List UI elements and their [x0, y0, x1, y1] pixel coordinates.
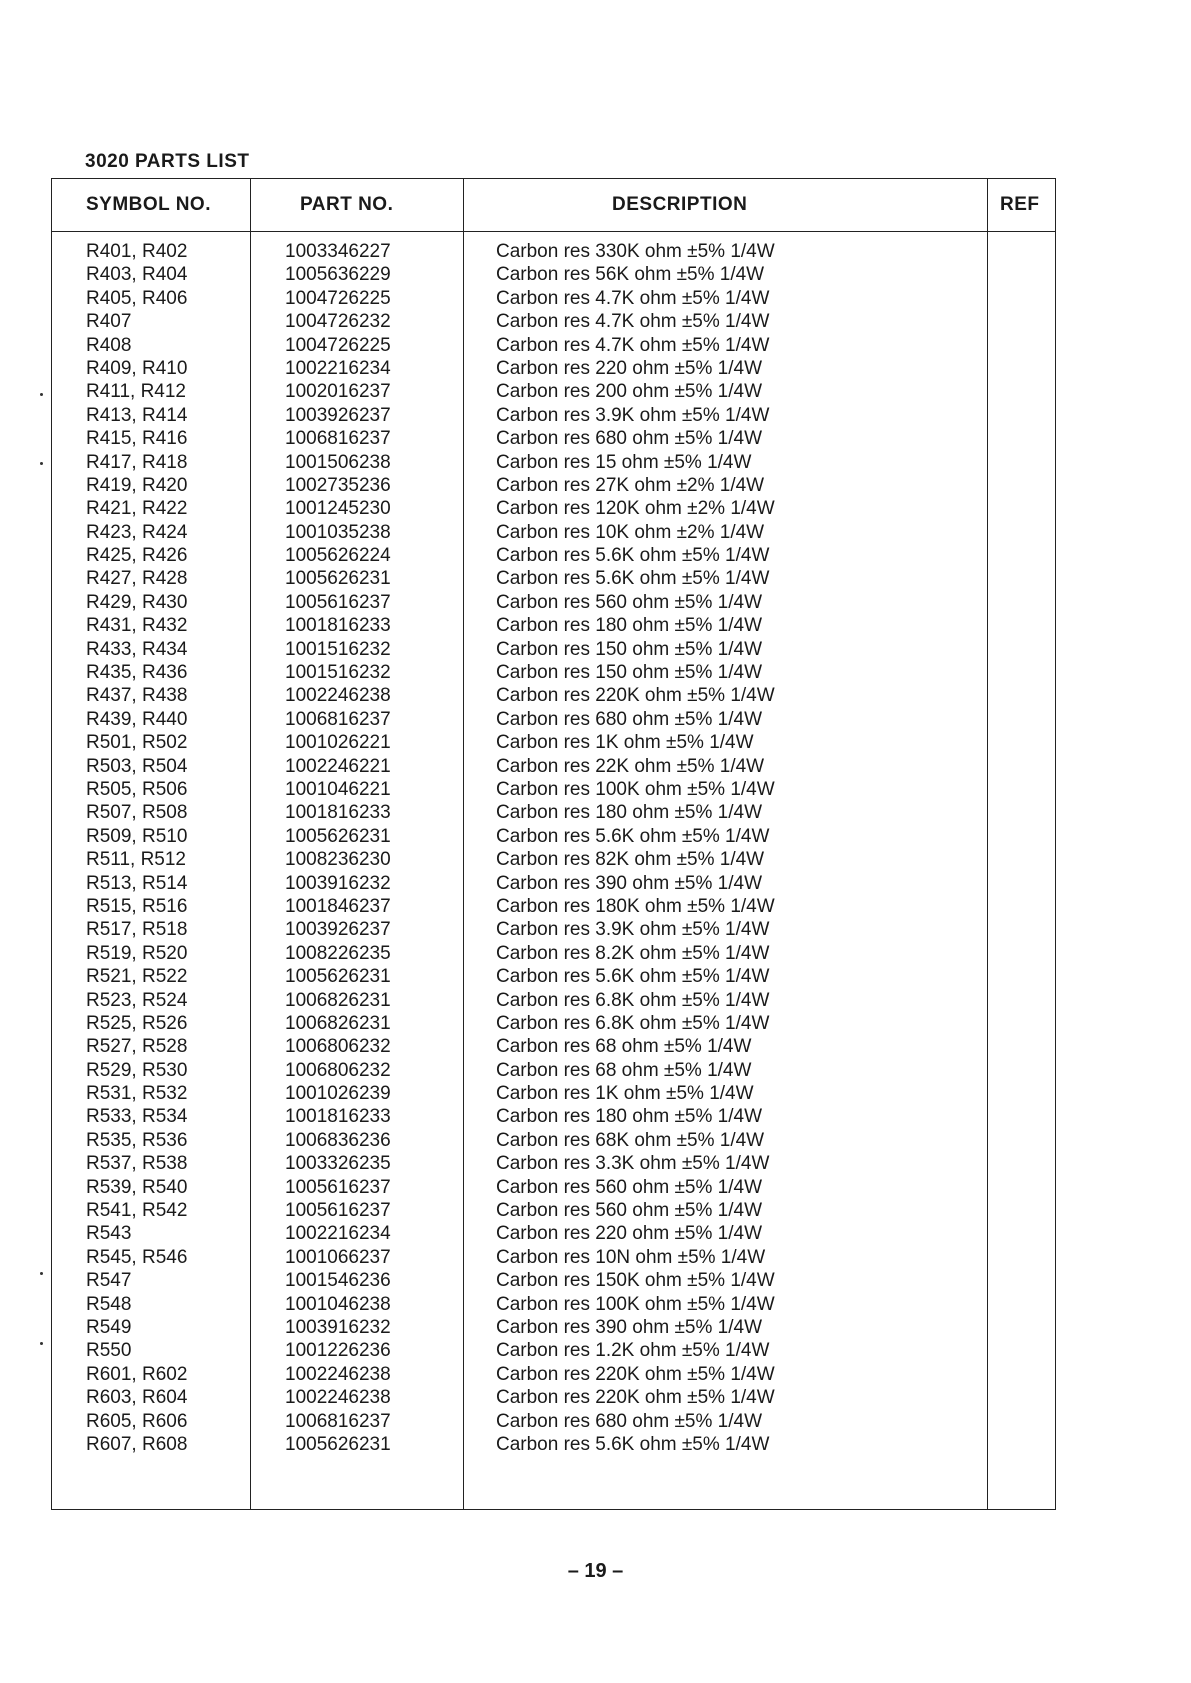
table-row [52, 661, 1055, 684]
description-cell: Carbon res 560 ohm ±5% 1/4W [496, 591, 762, 613]
description-cell: Carbon res 27K ohm ±2% 1/4W [496, 474, 765, 496]
description-cell: Carbon res 560 ohm ±5% 1/4W [496, 1176, 762, 1198]
table-row [52, 801, 1055, 824]
description-cell: Carbon res 220K ohm ±5% 1/4W [496, 1363, 775, 1385]
description-cell: Carbon res 5.6K ohm ±5% 1/4W [496, 966, 770, 988]
description-cell: Carbon res 180K ohm ±5% 1/4W [496, 895, 775, 917]
table-row [52, 1059, 1055, 1082]
table-row [52, 1105, 1055, 1128]
table-row [52, 521, 1055, 544]
part-number-cell: 1006806232 [285, 1036, 391, 1058]
description-cell: Carbon res 6.8K ohm ±5% 1/4W [496, 1012, 770, 1034]
part-number-cell: 1006826231 [285, 1012, 391, 1034]
part-number-cell: 1001816233 [285, 1106, 391, 1128]
table-row [52, 965, 1055, 988]
part-number-cell: 1001226236 [285, 1340, 391, 1362]
symbol-cell: R433, R434 [86, 638, 188, 660]
symbol-cell: R550 [86, 1340, 132, 1362]
table-row [52, 614, 1055, 637]
description-cell: Carbon res 180 ohm ±5% 1/4W [496, 802, 762, 824]
part-number-cell: 1001026221 [285, 732, 391, 754]
symbol-cell: R411, R412 [86, 381, 186, 403]
part-number-cell: 1003326235 [285, 1153, 391, 1175]
description-cell: Carbon res 180 ohm ±5% 1/4W [496, 615, 762, 637]
part-number-cell: 1005616237 [285, 1176, 391, 1198]
part-number-cell: 1006816237 [285, 1410, 391, 1432]
header-part: PART NO. [300, 194, 394, 215]
table-row [52, 474, 1055, 497]
margin-mark [40, 393, 43, 396]
description-cell: Carbon res 82K ohm ±5% 1/4W [496, 849, 765, 871]
description-cell: Carbon res 680 ohm ±5% 1/4W [496, 1410, 762, 1432]
table-row [52, 497, 1055, 520]
part-number-cell: 1004726232 [285, 311, 391, 333]
part-number-cell: 1005626231 [285, 1433, 391, 1455]
table-row [52, 895, 1055, 918]
symbol-cell: R507, R508 [86, 802, 188, 824]
part-number-cell: 1008226235 [285, 942, 391, 964]
symbol-cell: R537, R538 [86, 1153, 188, 1175]
symbol-cell: R505, R506 [86, 778, 188, 800]
table-row [52, 1386, 1055, 1409]
part-number-cell: 1001546236 [285, 1270, 391, 1292]
part-number-cell: 1002016237 [285, 381, 391, 403]
table-row [52, 404, 1055, 427]
part-number-cell: 1001035238 [285, 521, 391, 543]
description-cell: Carbon res 5.6K ohm ±5% 1/4W [496, 825, 770, 847]
part-number-cell: 1005626231 [285, 568, 391, 590]
table-row [52, 708, 1055, 731]
part-number-cell: 1002246238 [285, 685, 391, 707]
table-row [52, 1152, 1055, 1175]
description-cell: Carbon res 150 ohm ±5% 1/4W [496, 638, 762, 660]
description-cell: Carbon res 8.2K ohm ±5% 1/4W [496, 942, 770, 964]
part-number-cell: 1006816237 [285, 428, 391, 450]
part-number-cell: 1008236230 [285, 849, 391, 871]
table-row [52, 544, 1055, 567]
part-number-cell: 1005626231 [285, 825, 391, 847]
symbol-cell: R413, R414 [86, 404, 188, 426]
description-cell: Carbon res 390 ohm ±5% 1/4W [496, 872, 762, 894]
description-cell: Carbon res 1K ohm ±5% 1/4W [496, 732, 754, 754]
description-cell: Carbon res 5.6K ohm ±5% 1/4W [496, 1433, 770, 1455]
description-cell: Carbon res 1.2K ohm ±5% 1/4W [496, 1340, 770, 1362]
symbol-cell: R539, R540 [86, 1176, 188, 1198]
symbol-cell: R429, R430 [86, 591, 188, 613]
symbol-cell: R601, R602 [86, 1363, 188, 1385]
part-number-cell: 1006806232 [285, 1059, 391, 1081]
part-number-cell: 1003926237 [285, 919, 391, 941]
symbol-cell: R407 [86, 311, 132, 333]
part-number-cell: 1001816233 [285, 615, 391, 637]
table-row [52, 591, 1055, 614]
part-number-cell: 1005616237 [285, 1200, 391, 1222]
table-row [52, 1293, 1055, 1316]
table-row [52, 427, 1055, 450]
table-row [52, 848, 1055, 871]
symbol-cell: R417, R418 [86, 451, 188, 473]
symbol-cell: R439, R440 [86, 708, 188, 730]
header-description: DESCRIPTION [612, 194, 748, 215]
part-number-cell: 1006816237 [285, 708, 391, 730]
symbol-cell: R548 [86, 1293, 132, 1315]
description-cell: Carbon res 120K ohm ±2% 1/4W [496, 498, 775, 520]
table-row [52, 778, 1055, 801]
description-cell: Carbon res 3.9K ohm ±5% 1/4W [496, 404, 770, 426]
table-row [52, 942, 1055, 965]
table-row [52, 1082, 1055, 1105]
part-number-cell: 1002735236 [285, 474, 391, 496]
description-cell: Carbon res 100K ohm ±5% 1/4W [496, 778, 775, 800]
description-cell: Carbon res 560 ohm ±5% 1/4W [496, 1200, 762, 1222]
header-ref: REF [1000, 194, 1040, 215]
table-row [52, 1012, 1055, 1035]
part-number-cell: 1005636229 [285, 264, 391, 286]
description-cell: Carbon res 3.3K ohm ±5% 1/4W [496, 1153, 770, 1175]
part-number-cell: 1005626231 [285, 966, 391, 988]
part-number-cell: 1001066237 [285, 1246, 391, 1268]
description-cell: Carbon res 10N ohm ±5% 1/4W [496, 1246, 766, 1268]
description-cell: Carbon res 15 ohm ±5% 1/4W [496, 451, 752, 473]
description-cell: Carbon res 6.8K ohm ±5% 1/4W [496, 989, 770, 1011]
symbol-cell: R543 [86, 1223, 132, 1245]
symbol-cell: R408 [86, 334, 132, 356]
header-symbol: SYMBOL NO. [86, 194, 211, 215]
part-number-cell: 1001046221 [285, 778, 391, 800]
symbol-cell: R435, R436 [86, 662, 188, 684]
part-number-cell: 1001846237 [285, 895, 391, 917]
table-row [52, 1339, 1055, 1362]
table-row [52, 310, 1055, 333]
part-number-cell: 1002246238 [285, 1363, 391, 1385]
part-number-cell: 1003346227 [285, 241, 391, 262]
description-cell: Carbon res 4.7K ohm ±5% 1/4W [496, 334, 770, 356]
table-row [52, 1433, 1055, 1456]
symbol-cell: R403, R404 [86, 264, 188, 286]
description-cell: Carbon res 330K ohm ±5% 1/4W [496, 241, 775, 262]
description-cell: Carbon res 10K ohm ±2% 1/4W [496, 521, 765, 543]
part-number-cell: 1006836236 [285, 1129, 391, 1151]
symbol-cell: R401, R402 [86, 241, 188, 262]
table-row [52, 684, 1055, 707]
table-row [52, 731, 1055, 754]
table-row [52, 263, 1055, 286]
description-cell: Carbon res 200 ohm ±5% 1/4W [496, 381, 762, 403]
table-row [52, 825, 1055, 848]
symbol-cell: R501, R502 [86, 732, 188, 754]
part-number-cell: 1003916232 [285, 1316, 391, 1338]
symbol-cell: R605, R606 [86, 1410, 188, 1432]
table-row [52, 1363, 1055, 1386]
page-number: – 19 – [567, 1560, 624, 1582]
description-cell: Carbon res 5.6K ohm ±5% 1/4W [496, 545, 770, 567]
symbol-cell: R515, R516 [86, 895, 188, 917]
table-row [52, 638, 1055, 661]
table-row [52, 357, 1055, 380]
description-cell: Carbon res 1K ohm ±5% 1/4W [496, 1083, 754, 1105]
symbol-cell: R509, R510 [86, 825, 188, 847]
symbol-cell: R527, R528 [86, 1036, 188, 1058]
table-row [52, 1222, 1055, 1245]
part-number-cell: 1001516232 [285, 638, 391, 660]
margin-mark [40, 1342, 43, 1345]
part-number-cell: 1001506238 [285, 451, 391, 473]
part-number-cell: 1005626224 [285, 545, 391, 567]
table-row [52, 287, 1055, 310]
table-row [52, 989, 1055, 1012]
description-cell: Carbon res 150K ohm ±5% 1/4W [496, 1270, 775, 1292]
parts-table [51, 178, 1056, 1510]
part-number-cell: 1001245230 [285, 498, 391, 520]
page-title: 3020 PARTS LIST [85, 151, 250, 172]
symbol-cell: R517, R518 [86, 919, 188, 941]
symbol-cell: R409, R410 [86, 357, 188, 379]
table-row [52, 755, 1055, 778]
symbol-cell: R427, R428 [86, 568, 188, 590]
symbol-cell: R521, R522 [86, 966, 188, 988]
description-cell: Carbon res 150 ohm ±5% 1/4W [496, 662, 762, 684]
symbol-cell: R511, R512 [86, 849, 186, 871]
symbol-cell: R547 [86, 1270, 132, 1292]
symbol-cell: R529, R530 [86, 1059, 188, 1081]
symbol-cell: R421, R422 [86, 498, 188, 520]
description-cell: Carbon res 5.6K ohm ±5% 1/4W [496, 568, 770, 590]
header-divider [52, 231, 1055, 232]
part-number-cell: 1002216234 [285, 357, 391, 379]
symbol-cell: R541, R542 [86, 1200, 188, 1222]
symbol-cell: R607, R608 [86, 1433, 188, 1455]
symbol-cell: R405, R406 [86, 287, 188, 309]
description-cell: Carbon res 4.7K ohm ±5% 1/4W [496, 311, 770, 333]
description-cell: Carbon res 220K ohm ±5% 1/4W [496, 685, 775, 707]
symbol-cell: R431, R432 [86, 615, 188, 637]
symbol-cell: R423, R424 [86, 521, 188, 543]
description-cell: Carbon res 3.9K ohm ±5% 1/4W [496, 919, 770, 941]
symbol-cell: R523, R524 [86, 989, 188, 1011]
table-row [52, 240, 1055, 263]
description-cell: Carbon res 390 ohm ±5% 1/4W [496, 1316, 762, 1338]
table-row [52, 1246, 1055, 1269]
part-number-cell: 1001516232 [285, 662, 391, 684]
description-cell: Carbon res 180 ohm ±5% 1/4W [496, 1106, 762, 1128]
part-number-cell: 1001046238 [285, 1293, 391, 1315]
part-number-cell: 1003916232 [285, 872, 391, 894]
part-number-cell: 1004726225 [285, 287, 391, 309]
part-number-cell: 1003926237 [285, 404, 391, 426]
symbol-cell: R437, R438 [86, 685, 188, 707]
description-cell: Carbon res 100K ohm ±5% 1/4W [496, 1293, 775, 1315]
part-number-cell: 1001026239 [285, 1083, 391, 1105]
description-cell: Carbon res 68K ohm ±5% 1/4W [496, 1129, 765, 1151]
table-row [52, 1129, 1055, 1152]
symbol-cell: R519, R520 [86, 942, 188, 964]
symbol-cell: R531, R532 [86, 1083, 188, 1105]
table-row [52, 1176, 1055, 1199]
part-number-cell: 1001816233 [285, 802, 391, 824]
symbol-cell: R425, R426 [86, 545, 188, 567]
description-cell: Carbon res 22K ohm ±5% 1/4W [496, 755, 765, 777]
description-cell: Carbon res 220 ohm ±5% 1/4W [496, 357, 762, 379]
symbol-cell: R503, R504 [86, 755, 188, 777]
margin-mark [40, 462, 43, 465]
table-row [52, 1035, 1055, 1058]
part-number-cell: 1004726225 [285, 334, 391, 356]
table-row [52, 1199, 1055, 1222]
description-cell: Carbon res 4.7K ohm ±5% 1/4W [496, 287, 770, 309]
symbol-cell: R513, R514 [86, 872, 188, 894]
margin-mark [40, 1272, 43, 1275]
description-cell: Carbon res 56K ohm ±5% 1/4W [496, 264, 765, 286]
symbol-cell: R549 [86, 1316, 132, 1338]
table-row [52, 918, 1055, 941]
part-number-cell: 1002246221 [285, 755, 391, 777]
description-cell: Carbon res 680 ohm ±5% 1/4W [496, 708, 762, 730]
symbol-cell: R603, R604 [86, 1387, 188, 1409]
part-number-cell: 1002246238 [285, 1387, 391, 1409]
table-body [52, 240, 1055, 1456]
table-row [52, 1269, 1055, 1292]
symbol-cell: R415, R416 [86, 428, 188, 450]
part-number-cell: 1006826231 [285, 989, 391, 1011]
description-cell: Carbon res 220 ohm ±5% 1/4W [496, 1223, 762, 1245]
symbol-cell: R533, R534 [86, 1106, 188, 1128]
description-cell: Carbon res 220K ohm ±5% 1/4W [496, 1387, 775, 1409]
table-row [52, 380, 1055, 403]
symbol-cell: R525, R526 [86, 1012, 188, 1034]
table-row [52, 872, 1055, 895]
table-row [52, 451, 1055, 474]
symbol-cell: R419, R420 [86, 474, 188, 496]
symbol-cell: R545, R546 [86, 1246, 188, 1268]
symbol-cell: R535, R536 [86, 1129, 188, 1151]
part-number-cell: 1005616237 [285, 591, 391, 613]
description-cell: Carbon res 680 ohm ±5% 1/4W [496, 428, 762, 450]
description-cell: Carbon res 68 ohm ±5% 1/4W [496, 1036, 752, 1058]
table-row [52, 1410, 1055, 1433]
table-row [52, 334, 1055, 357]
part-number-cell: 1002216234 [285, 1223, 391, 1245]
table-row [52, 567, 1055, 590]
description-cell: Carbon res 68 ohm ±5% 1/4W [496, 1059, 752, 1081]
table-row [52, 1316, 1055, 1339]
